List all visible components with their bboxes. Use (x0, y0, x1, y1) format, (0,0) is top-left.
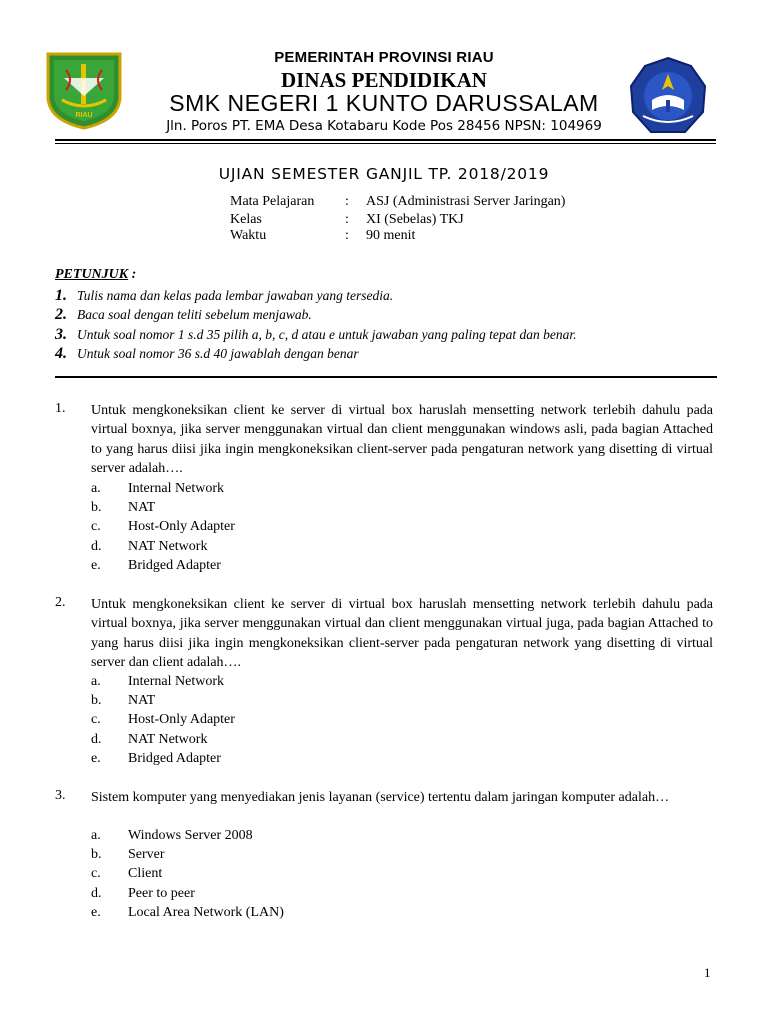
meta-label: Waktu (230, 228, 267, 243)
instructions-heading-colon: : (128, 267, 137, 282)
instruction-text: Baca soal dengan teliti sebelum menjawab. (77, 307, 312, 322)
option-letter: c. (91, 712, 101, 727)
section-divider (55, 376, 717, 378)
exam-title: UJIAN SEMESTER GANJIL TP. 2018/2019 (218, 165, 550, 183)
question-number: 2. (55, 595, 66, 610)
option-text: Host-Only Adapter (128, 712, 235, 727)
page-number: 1 (704, 965, 711, 980)
instruction-item (55, 305, 312, 325)
option-letter: e. (91, 905, 101, 920)
question-number: 1. (55, 401, 66, 416)
meta-value: XI (Sebelas) TKJ (366, 212, 464, 227)
government-name: PEMERINTAH PROVINSI RIAU (274, 49, 494, 66)
instruction-text: Tulis nama dan kelas pada lembar jawaban yang tersedia. (77, 288, 394, 303)
department-name: DINAS PENDIDIKAN (281, 68, 487, 92)
instructions-heading (55, 267, 136, 283)
instruction-item (55, 325, 576, 345)
meta-separator: : (345, 228, 349, 243)
option-letter: d. (91, 886, 102, 901)
option-text: Internal Network (128, 481, 225, 496)
instruction-number: 4. (55, 345, 67, 362)
instruction-number: 1. (55, 287, 67, 304)
meta-value: 90 menit (366, 228, 416, 243)
option-text: Local Area Network (LAN) (128, 905, 284, 920)
meta-separator: : (345, 212, 349, 227)
question-number: 3. (55, 788, 66, 803)
option-letter: c. (91, 519, 101, 534)
option-letter: e. (91, 751, 101, 766)
option-text: Bridged Adapter (128, 751, 221, 766)
option-text: Bridged Adapter (128, 558, 221, 573)
option-letter: b. (91, 500, 102, 515)
option-letter: d. (91, 539, 102, 554)
option-letter: e. (91, 558, 101, 573)
instruction-number: 2. (55, 306, 67, 323)
header-divider (55, 139, 716, 141)
option-text: Client (128, 866, 163, 881)
instruction-text: Untuk soal nomor 36 s.d 40 jawablah dengan benar (77, 346, 359, 361)
instruction-item (55, 344, 359, 364)
school-name: SMK NEGERI 1 KUNTO DARUSSALAM (169, 90, 599, 116)
meta-separator: : (345, 194, 349, 209)
meta-label: Kelas (230, 212, 262, 227)
option-text: Internal Network (128, 674, 225, 689)
instruction-text: Untuk soal nomor 1 s.d 35 pilih a, b, c, d atau e untuk jawaban yang paling tepat dan benar. (77, 327, 577, 342)
meta-value: ASJ (Administrasi Server Jaringan) (366, 194, 566, 209)
question-text: Untuk mengkoneksikan client ke server di virtual box haruslah mensetting network terlebih dahulu pada virtual boxnya, jika server menggunakan virtual dan client menggunakan windows asli, pada bagian Attached to yang harus diisi jika ingin mengkoneksikan client-server pada pengaturan network yang disetting di virtual server adalah…. (91, 403, 713, 476)
option-text: NAT (128, 500, 156, 515)
meta-label: Mata Pelajaran (230, 194, 315, 209)
option-letter: c. (91, 866, 101, 881)
option-text: Host-Only Adapter (128, 519, 235, 534)
option-letter: d. (91, 732, 102, 747)
option-letter: a. (91, 481, 101, 496)
option-letter: a. (91, 828, 101, 843)
question-text: Untuk mengkoneksikan client ke server di virtual box haruslah mensetting network terlebih dahulu pada virtual boxnya, jika server menggunakan virtual dan client menggunakan virtual juga, pada bagian Attached to yang harus diisi jika ingin mengkoneksikan client-server pada pengaturan network yang disetting di virtual server dan client adalah…. (91, 597, 713, 670)
header-divider-thin (55, 143, 716, 144)
riau-emblem-text: RIAU (75, 112, 93, 119)
option-text: NAT Network (128, 732, 208, 747)
option-letter: b. (91, 847, 102, 862)
option-text: Server (128, 847, 165, 862)
instruction-number: 3. (55, 326, 67, 343)
option-text: Peer to peer (128, 886, 195, 901)
option-text: NAT Network (128, 539, 208, 554)
instruction-item (55, 286, 393, 306)
option-letter: a. (91, 674, 101, 689)
option-letter: b. (91, 693, 102, 708)
school-address: Jln. Poros PT. EMA Desa Kotabaru Kode Pos 28456 NPSN: 104969 (166, 118, 602, 134)
option-text: NAT (128, 693, 156, 708)
option-text: Windows Server 2008 (128, 828, 253, 843)
question-text: Sistem komputer yang menyediakan jenis layanan (service) tertentu dalam jaringan komputer adalah… (91, 790, 670, 805)
instructions-heading-text: PETUNJUK (55, 267, 129, 282)
